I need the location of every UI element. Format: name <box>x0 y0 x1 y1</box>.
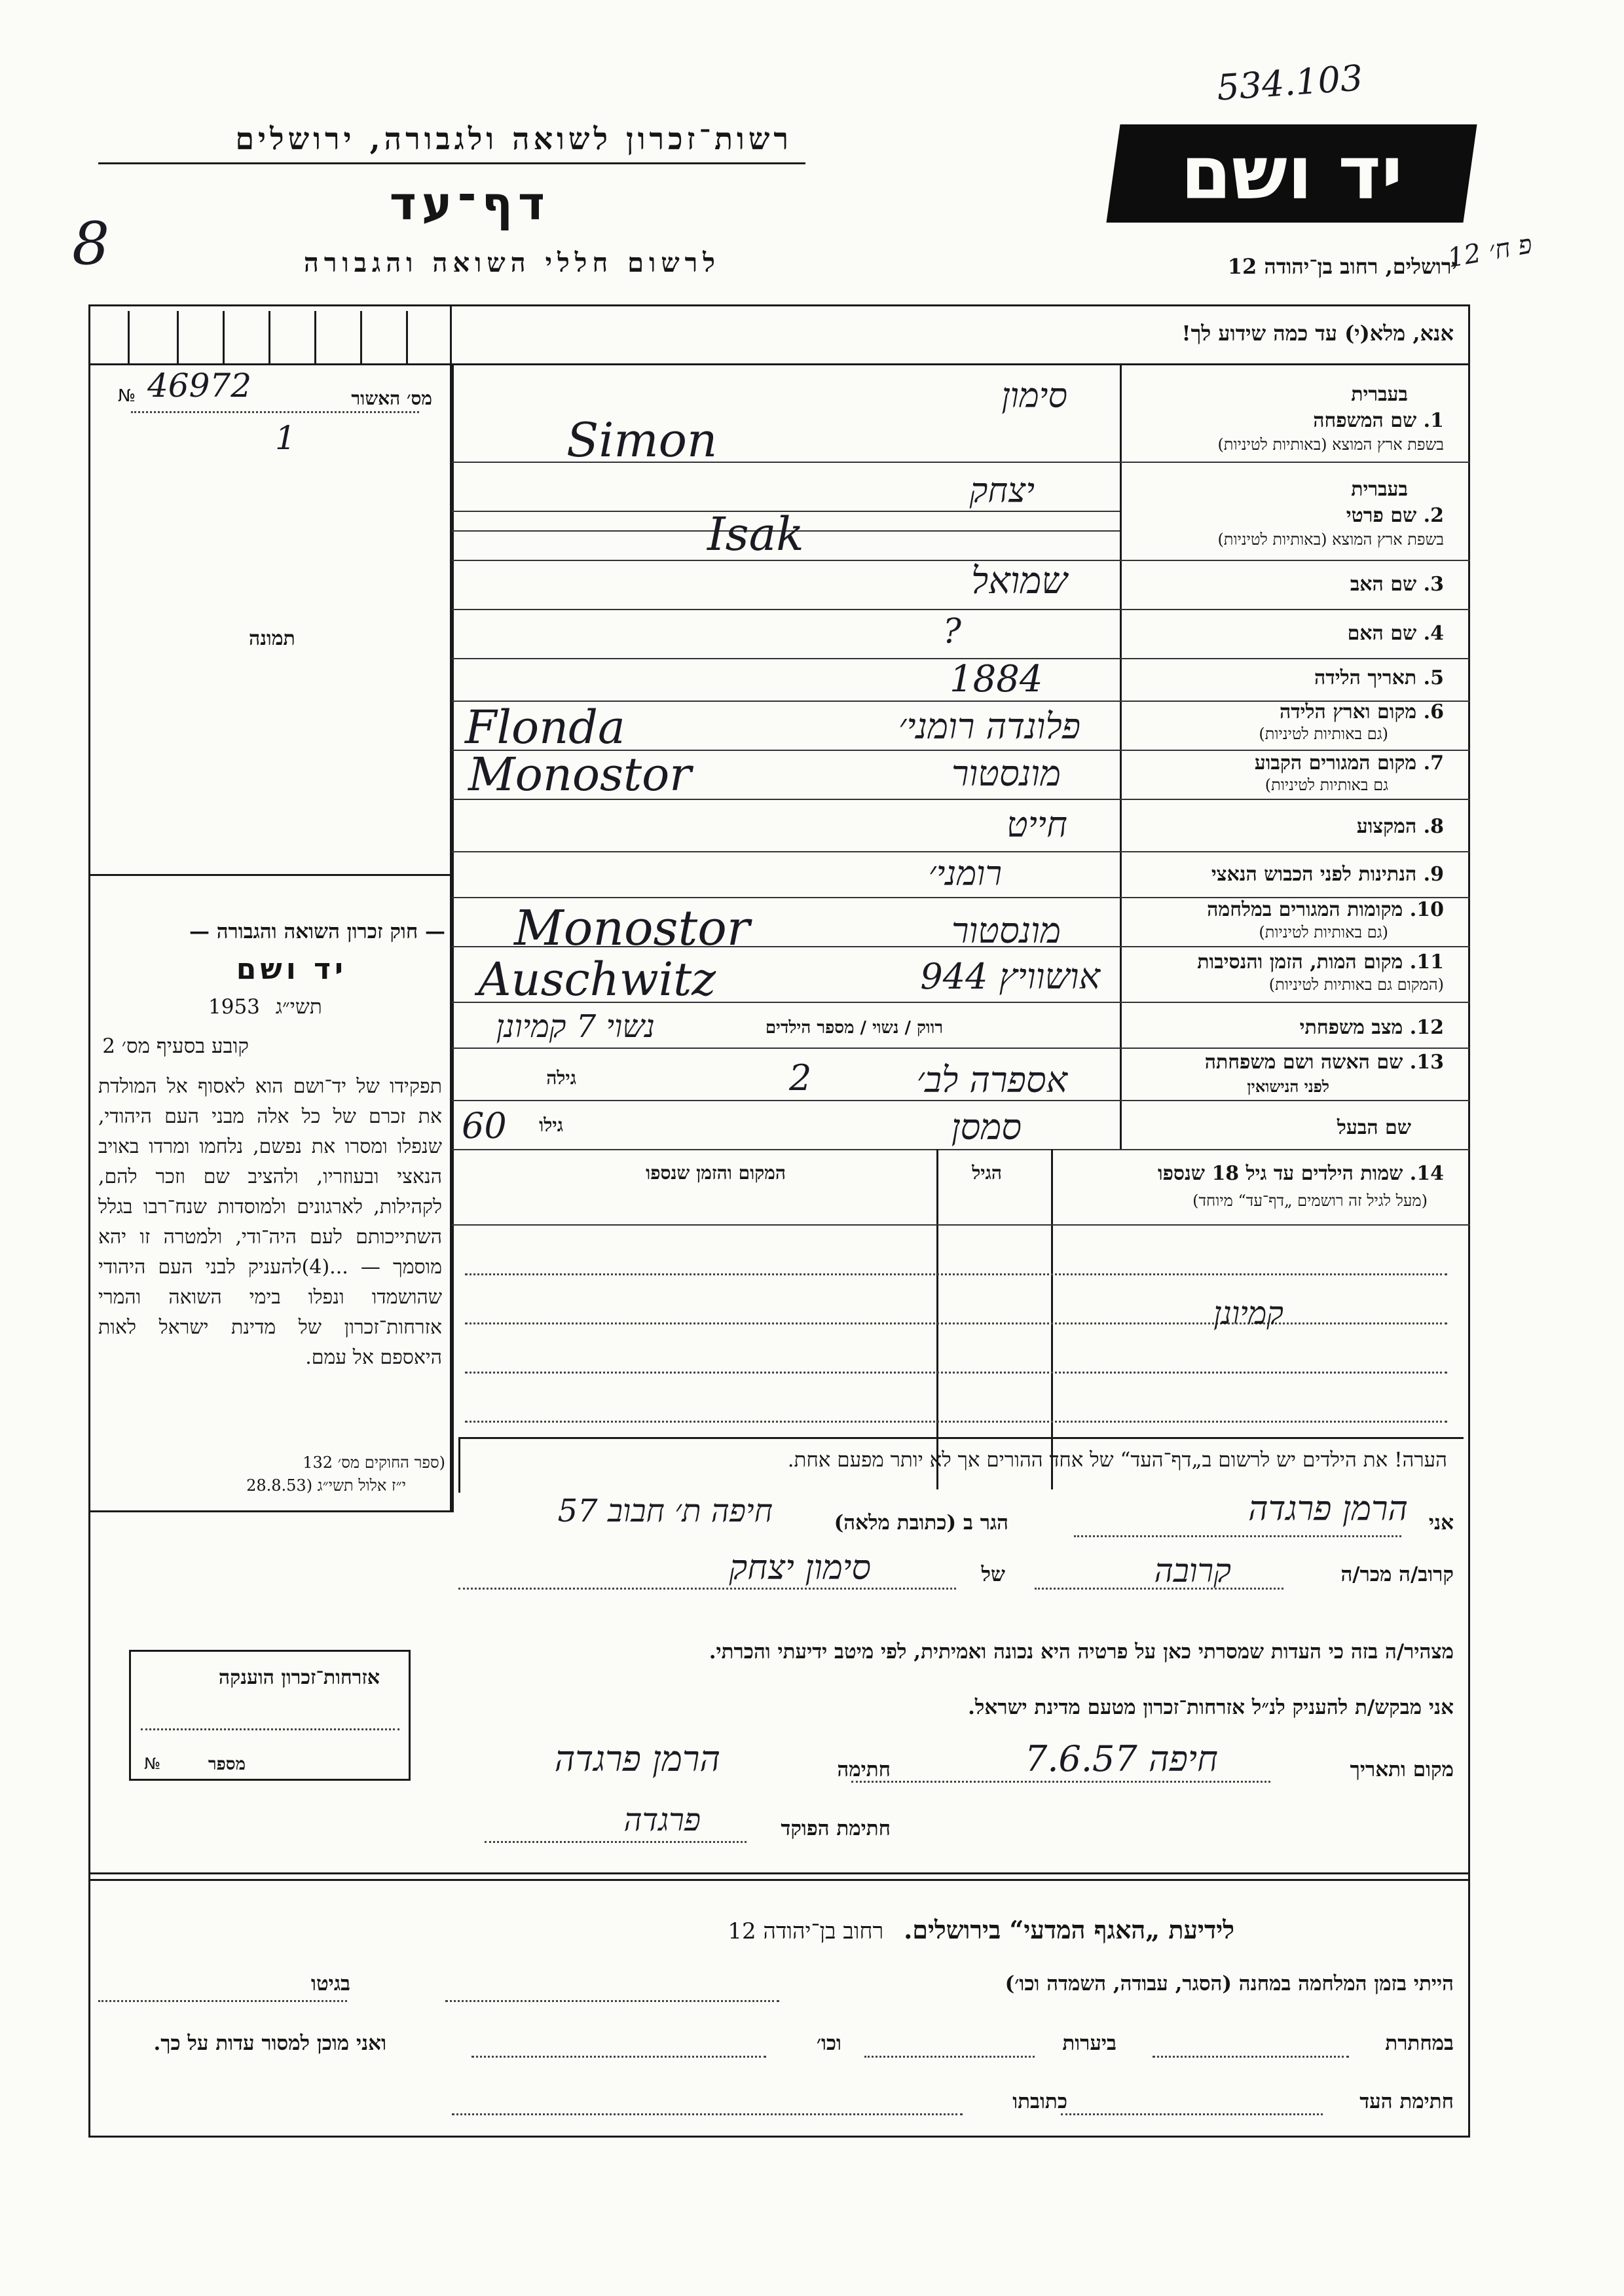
field-9-name: הנתינות לפני הכבוש הנאצי <box>1211 863 1417 886</box>
note-text: הערה! את הילדים יש לרשום ב„דף־העד“ של אחד ההורים אך לא יותר מפעם אחת. <box>787 1448 1447 1472</box>
decl-request: אני מבקש/ת להעניק לנ״ל אזרחות־זכרון מטעם מדינת ישראל. <box>968 1696 1454 1719</box>
footer-ghetto-line[interactable] <box>98 2000 347 2002</box>
decl-prefix-2: קרוב/ה מכר/ה <box>1340 1563 1454 1586</box>
field-4-num: 4. <box>1423 622 1444 645</box>
rule-3 <box>452 609 1470 610</box>
decl-place-date-label: מקום ותאריך <box>1350 1758 1454 1781</box>
footer-line1: הייתי בזמן המלחמה במחנה (הסגר, עבודה, השמדה וכו׳) <box>1005 1972 1454 1995</box>
archive-number: 534.103 <box>1215 57 1365 109</box>
field-12-label <box>1300 1016 1444 1039</box>
children-header-rule <box>452 1224 1470 1226</box>
footer-witness-sig-line[interactable] <box>1061 2113 1323 2115</box>
field-2-value-he[interactable]: יצחק <box>969 471 1035 511</box>
husband-age-label: גילו <box>539 1114 563 1136</box>
approval-number-label: מס׳ האשור <box>351 388 432 409</box>
rule-12 <box>452 1048 1470 1049</box>
children-place-header: המקום והזמן שנספו <box>646 1162 786 1184</box>
field-12-value[interactable]: נשוי 7 קמיונן <box>496 1008 655 1045</box>
children-row-1[interactable] <box>465 1273 1447 1275</box>
law-text: תפקידו של יד־ושם הוא לאסוף אל המולדת את זכרם של כל אלה מבני העם היהודי, שנפלו ומסרו את נפשם, נלחמו ומרדו באויב הנאצי ובעוזריו, ולהציב שם וזכר להם, לקהילות, לארגונים ולמוסדות שנח־רבו בגלל השתייכותם לעם היה־ודי, ולמטרה זו יהא מוסמך — ...(4)להעניק לבני העם היהודי שהושמדו ונפלו בימי השואה והמרי אזרחות־זכרון של מדינת ישראל לאות היאספם אל עמם. <box>98 1075 443 1369</box>
decl-statement: מצהיר/ה בזה כי העדות שמסרתי כאן על פרטיה היא נכונה ואמיתית, לפי מיטב ידיעתי והכרתי. <box>709 1640 1454 1664</box>
certificate-number-label: מספר <box>208 1755 246 1774</box>
footer-address-label: כתובתו <box>1012 2090 1067 2113</box>
children-row-4[interactable] <box>465 1421 1447 1423</box>
field-9-num: 9. <box>1423 863 1444 886</box>
field-12-num: 12. <box>1409 1016 1444 1039</box>
field-1-value-lat[interactable]: Simon <box>566 412 718 467</box>
field-13-value[interactable]: אספרה לב׳ <box>916 1059 1067 1101</box>
decl-relation-value[interactable]: קרובה <box>1154 1552 1231 1590</box>
field-8-label <box>1357 815 1444 838</box>
field-2-tag: בעברית <box>1351 478 1408 501</box>
rule-8 <box>452 851 1470 852</box>
children-title: שמות הילדים עד גיל 18 שנספו <box>1157 1162 1403 1185</box>
field-6-name: מקום וארץ הלידה <box>1279 701 1417 723</box>
field-4-name: שם האם <box>1347 622 1417 645</box>
field-2-label <box>1346 504 1444 527</box>
field-11-label <box>1197 951 1444 974</box>
certificate-number-sign: № <box>144 1755 160 1773</box>
field-13-age-label: גילה <box>546 1067 576 1089</box>
field-9-label <box>1211 863 1444 886</box>
footer-ready: ואני מוכן למסור עדות על כך. <box>153 2032 386 2055</box>
field-7-num: 7. <box>1423 752 1444 774</box>
children-row-3[interactable] <box>465 1372 1447 1374</box>
law-name: יד ושם <box>236 953 347 986</box>
decl-address-value[interactable]: חיפה ת׳ חבוב 57 <box>557 1493 773 1529</box>
children-entry-1[interactable]: קמיונן <box>1213 1295 1283 1332</box>
value-column-left-edge <box>452 363 454 1512</box>
decl-name-value[interactable]: הרמן פרגדה <box>1248 1489 1408 1529</box>
field-1-value-he[interactable]: סימון <box>1001 376 1067 416</box>
field-5-num: 5. <box>1423 666 1444 689</box>
children-label <box>1158 1162 1444 1185</box>
field-10-value-he[interactable]: מונסטור <box>951 910 1061 951</box>
law-ref-date: י״ז אלול תשי״ג (28.8.53 <box>246 1476 406 1495</box>
decl-name-line <box>1074 1535 1401 1537</box>
field-10-label <box>1207 898 1444 921</box>
page-mark: 8 <box>72 210 110 278</box>
field-6-value-he[interactable]: פלונדה רומני׳ <box>898 706 1080 747</box>
instruction-rule <box>452 363 1470 365</box>
field-5-name: תאריך הלידה <box>1314 666 1417 689</box>
decl-relative-value[interactable]: סימון יצחק <box>729 1548 871 1588</box>
rule-2 <box>452 560 1470 561</box>
decl-signature-value[interactable]: הרמן פרגדה <box>554 1738 720 1779</box>
footer-etc-line[interactable] <box>471 2056 766 2058</box>
field-10-sub: (גם באותיות לטיניות) <box>1259 923 1388 941</box>
corner-note: פ ח׳ 12 <box>1445 229 1535 274</box>
field-3-value[interactable]: שמואל <box>971 560 1067 602</box>
field-1-num: 1. <box>1423 409 1444 432</box>
field-3-num: 3. <box>1423 573 1444 596</box>
field-8-num: 8. <box>1423 815 1444 838</box>
footer-address-line[interactable] <box>452 2113 963 2115</box>
children-row-2[interactable] <box>465 1322 1447 1324</box>
field-10-name: מקומות המגורים במלחמה <box>1207 898 1403 921</box>
field-11-value-lat[interactable]: Auschwitz <box>478 953 716 1006</box>
field-1-tag: בעברית <box>1351 383 1408 406</box>
decl-mid-2: של <box>981 1563 1005 1586</box>
field-7-value-lat[interactable]: Monostor <box>468 748 692 801</box>
field-5-value[interactable]: 1884 <box>950 658 1043 701</box>
field-3-name: שם האב <box>1350 573 1417 596</box>
field-12-inline: רווק / נשוי / מספר הילדים <box>765 1018 943 1038</box>
field-8-name: המקצוע <box>1356 815 1417 838</box>
field-12-name: מצב משפחתי <box>1299 1016 1403 1039</box>
law-year-number: 1953 <box>208 995 260 1019</box>
logo-text: יד ושם <box>1180 131 1403 216</box>
field-7-label <box>1255 752 1444 774</box>
approval-number-value: 46972 <box>147 367 252 405</box>
decl-officer-value[interactable]: פרגדה <box>623 1802 701 1838</box>
decl-place-date-value[interactable]: חיפה 7.6.57 <box>1025 1738 1218 1779</box>
field-11-num: 11. <box>1409 951 1444 974</box>
field-6-num: 6. <box>1423 701 1444 723</box>
approval-number-sign: № <box>118 386 136 406</box>
field-6-sub: (גם באותיות לטיניות) <box>1259 725 1388 743</box>
field-2-name: שם פרטי <box>1346 504 1417 527</box>
field-10-num: 10. <box>1409 898 1444 921</box>
field-11-value-he[interactable]: אושוויץ 944 <box>920 956 1100 997</box>
field-13-name: שם האשה ושם משפחתה <box>1204 1051 1403 1074</box>
label-column-divider <box>1120 363 1122 1149</box>
law-title: — חוק זכרון השואה והגבורה — <box>189 920 445 943</box>
field-7-name: מקום המגורים הקבוע <box>1254 752 1417 774</box>
husband-label: שם הבעל <box>1337 1116 1411 1139</box>
law-top-rule <box>88 874 452 876</box>
sidebar-top-rule <box>88 363 452 365</box>
field-1-name: שם המשפחה <box>1313 409 1417 432</box>
field-10-value-lat[interactable]: Monostor <box>514 900 750 957</box>
husband-value[interactable]: סמסן <box>951 1106 1022 1148</box>
children-num: 14. <box>1409 1162 1444 1185</box>
husband-age-value[interactable]: 60 <box>462 1105 507 1146</box>
field-6-label <box>1280 701 1444 723</box>
decl-officer-line <box>485 1841 747 1843</box>
decl-relative-line <box>458 1588 956 1590</box>
instruction-text: אנא, מלא(י) עד כמה שידוע לך! <box>1181 321 1454 346</box>
footer-rule-2 <box>88 1879 1470 1881</box>
footer-witness-sig: חתימת העד <box>1359 2090 1454 2113</box>
field-4-label <box>1348 622 1444 645</box>
approval-dotline <box>131 411 419 413</box>
law-year <box>208 995 322 1019</box>
footer-heading-addr: רחוב בן־יהודה 12 <box>728 1918 884 1944</box>
decl-place-date-line <box>851 1781 1270 1783</box>
field-4-value[interactable]: ? <box>943 612 961 651</box>
field-8-value[interactable]: חייט <box>1006 804 1067 845</box>
children-age-header: הגיל <box>972 1162 1002 1184</box>
footer-etc: וכו׳ <box>816 2032 841 2055</box>
rule-14 <box>452 1149 1470 1150</box>
authority-name: רשות־זכרון לשואה ולגבורה, ירושלים <box>235 121 792 156</box>
footer-rule <box>88 1872 1470 1874</box>
footer-heading: לידיעת „האגף המדעי“ בירושלים. <box>904 1915 1234 1944</box>
field-1-sub: בשפת ארץ המוצא (באותיות לטיניות) <box>1217 435 1444 454</box>
certificate-title: אזרחות־זכרון הוענקה <box>218 1666 380 1689</box>
field-11-name: מקום המות, הזמן והנסיבות <box>1197 951 1403 974</box>
approval-sub-value: 1 <box>275 419 296 457</box>
footer-underground-line[interactable] <box>1153 2056 1349 2058</box>
field-13-num: 13. <box>1409 1051 1444 1074</box>
form-title: דף־עד <box>389 177 550 230</box>
law-year-hebrew: תשי״ג <box>275 995 322 1019</box>
footer-camp-line[interactable] <box>445 2000 779 2002</box>
decl-mid-1: הגר ב (כתובת מלאה) <box>834 1511 1008 1535</box>
field-2-value-lat[interactable]: Isak <box>707 507 804 561</box>
footer-forests-line[interactable] <box>864 2056 1035 2058</box>
header-address: ירושלים, רחוב בן־יהודה 12 <box>1227 254 1457 279</box>
decl-signature-label: חתימה <box>837 1758 891 1781</box>
field-2-sub: בשפת ארץ המוצא (באותיות לטיניות) <box>1217 530 1444 549</box>
footer-ghetto: בגיטו <box>311 1972 350 1995</box>
field-2-num: 2. <box>1423 504 1444 527</box>
field-13-sub: לפני הנישואין <box>1247 1077 1329 1096</box>
law-ref: (ספר החוקים מס׳ 132 <box>303 1453 445 1472</box>
authority-underline <box>98 162 805 164</box>
footer-forests: ביערות <box>1062 2032 1116 2055</box>
decl-prefix-1: אני <box>1428 1511 1454 1535</box>
field-5-label <box>1314 666 1444 689</box>
law-clause: קובע בסעיף מס׳ 2 <box>102 1034 249 1058</box>
footer-underground: במחתרת <box>1385 2032 1454 2055</box>
footer-heading-wrap <box>728 1915 1234 1945</box>
field-3-label <box>1350 573 1444 596</box>
field-13-label <box>1205 1051 1444 1074</box>
field-9-value[interactable]: רומני׳ <box>928 854 1002 894</box>
decl-officer-label: חתימת הפוקד <box>781 1817 891 1840</box>
field-13-age-value[interactable]: 2 <box>789 1057 812 1099</box>
field-7-sub: גם באותיות לטיניות) <box>1264 776 1388 794</box>
field-6-value-lat[interactable]: Flonda <box>465 701 625 754</box>
form-subtitle: לרשום חללי השואה והגבורה <box>303 247 720 278</box>
certificate-line <box>141 1728 399 1730</box>
field-1-label <box>1313 409 1444 432</box>
field-11-sub: (המקום גם באותיות לטיניות) <box>1268 975 1444 994</box>
children-sub: (מעל לגיל זה רושמים „דף־עד“ מיוחד) <box>1192 1192 1428 1210</box>
field-7-value-he[interactable]: מונסטור <box>951 753 1061 794</box>
photo-label: תמונה <box>249 627 295 650</box>
